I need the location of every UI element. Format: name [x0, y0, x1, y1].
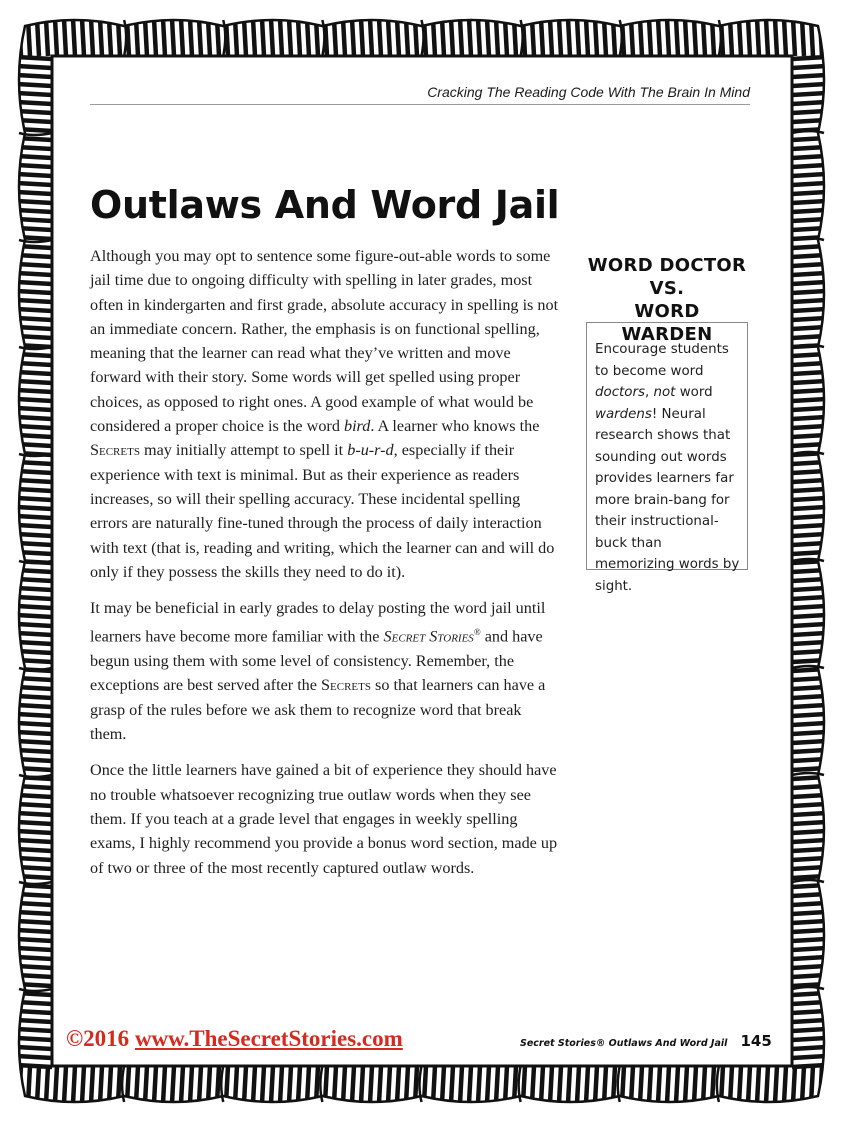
page-number: 145 — [740, 1032, 772, 1050]
body-text — [90, 244, 560, 892]
paragraph-3: Once the little learners have gained a bit of experience they should have no trouble whatsoever recognizing true outlaw words when they see them. If you teach at a grade level that engages in weekly spelling exams, I highly recommend you provide a bonus word section, made up of two or three of the most recently captured outlaw words. — [90, 761, 558, 877]
website-link[interactable]: www.TheSecretStories.com — [134, 1026, 403, 1051]
sidebar-title: WORD DOCTOR VS. WORD WARDEN — [587, 255, 747, 345]
page-footer — [520, 1031, 772, 1050]
paragraph-1: Although you may opt to sentence some figure-out-able words to some jail time due to ongoing difficulty with spelling in later grades, most often in kindergarten and first grade, absolute accuracy in spelling is not an immediate concern. Rather, the emphasis is on functional spelling, meaning that the learner can read what they’ve written and move forward with their story. Some words will get spelled using proper choices, as opposed to right ones. A good example of what would be considered a proper choice is the word bird. A learner who knows the Secrets may initially attempt to spell it b-u-r-d, especially if their experience with text is minimal. But as their experience as readers increases, so will their spelling accuracy. These incidental spelling errors are naturally fine-tuned through the process of daily interaction with text (that is, reading and writing, which the learner can and will do only if they possess the skills they need to do it). — [90, 247, 559, 581]
copyright-notice: ©2016 www.TheSecretStories.com — [66, 1026, 403, 1051]
paragraph-2: It may be beneficial in early grades to delay posting the word jail until learners have become more familiar with the Secret Stories® and have begun using them with some level of consistency. Remember, the exceptions are best served after the Secrets so that learners can have a grasp of the rules before we ask them to recognize word that break them. — [90, 599, 546, 744]
page-title: Outlaws And Word Jail — [90, 183, 560, 227]
sidebar-callout: Encourage students to become word doctors, not word wardens! Neural research shows that sounding out words provides learners far more brain-bang for their instructional-buck than memorizing words by sight. — [586, 322, 748, 570]
footer-section-label: Secret Stories® Outlaws And Word Jail — [520, 1038, 728, 1049]
running-head: Cracking The Reading Code With The Brain In Mind — [427, 84, 750, 100]
header-rule — [90, 104, 750, 105]
